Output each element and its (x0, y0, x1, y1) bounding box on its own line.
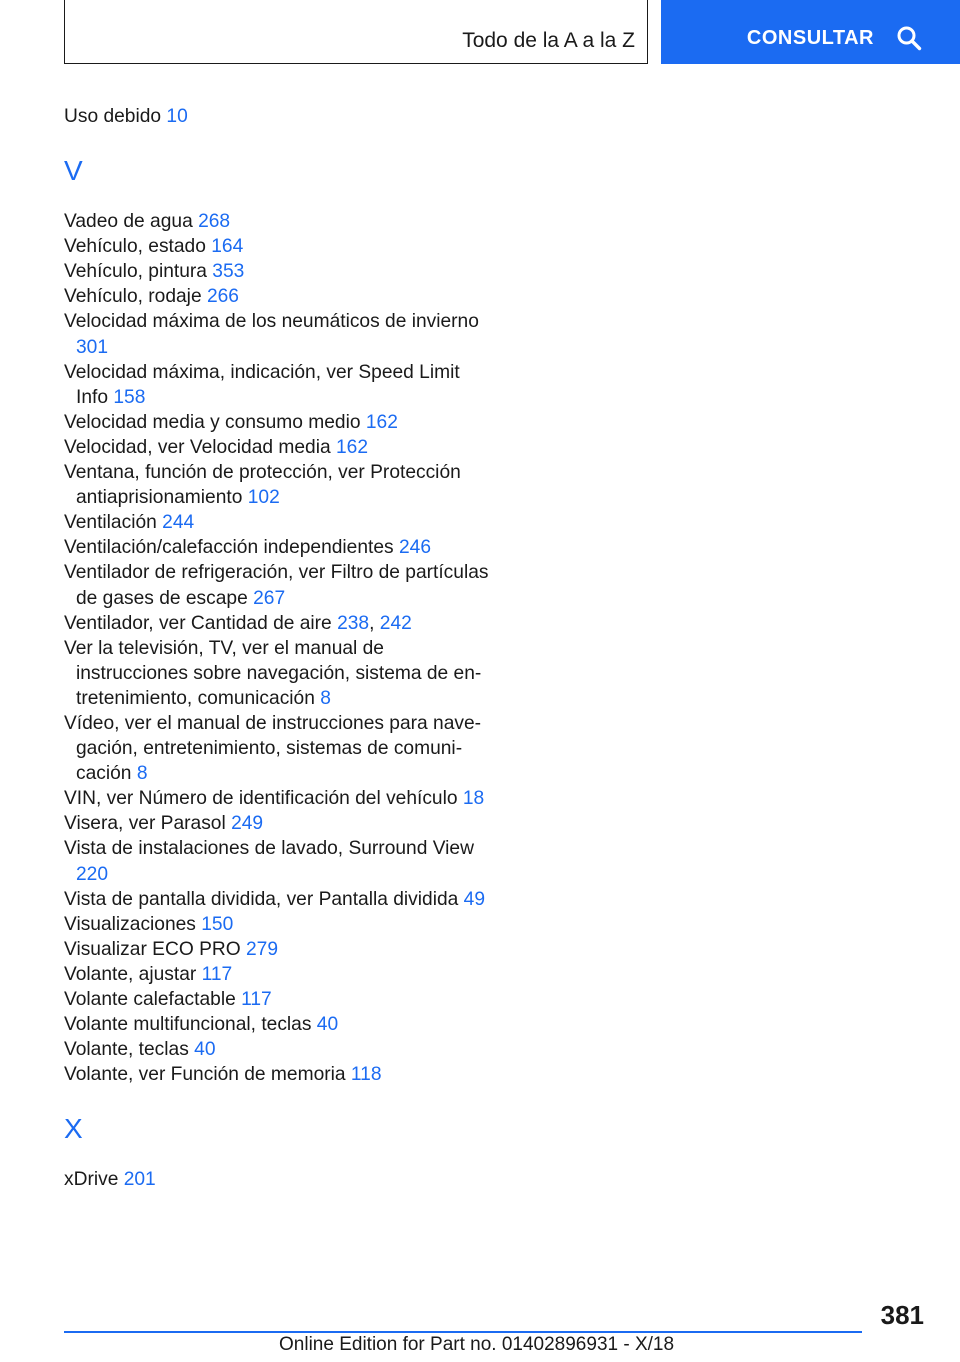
index-entry-text: Volante multifuncional, teclas (64, 1014, 312, 1036)
page-link[interactable]: 102 (247, 487, 280, 509)
index-entry-text: Velocidad media y consumo medio (64, 411, 361, 433)
index-entry (64, 560, 494, 610)
index-entry (64, 309, 494, 359)
index-entry (64, 510, 494, 535)
page-link[interactable]: 8 (136, 763, 148, 785)
index-entry-text: Volante calefactable (64, 989, 236, 1010)
index-entry-text: Uso debido (64, 106, 162, 127)
header-title: Todo de la A a la Z (462, 29, 635, 52)
index-entry-text: Vehículo, pintura (64, 261, 207, 283)
index-entry-text: Vídeo, ver el manual de instrucciones para navegación, entretenimiento, sistemas de comunicación (64, 712, 482, 785)
index-entry (64, 104, 494, 129)
index-entry (64, 1062, 494, 1087)
page-link[interactable]: 268 (198, 211, 231, 233)
index-entry (64, 836, 494, 886)
index-letter-heading: V (64, 155, 83, 187)
index-entry (64, 234, 494, 259)
page-link[interactable]: 249 (231, 813, 264, 835)
index-entry-text: Ventilación/calefacción independientes (64, 537, 394, 559)
page-link[interactable]: 150 (201, 913, 234, 935)
page-link[interactable]: 242 (379, 612, 412, 634)
page-link[interactable]: 246 (398, 537, 431, 559)
page-link[interactable]: 118 (350, 1064, 382, 1086)
page-link[interactable]: 164 (211, 236, 244, 258)
index-entry (64, 209, 494, 234)
index-entry (64, 410, 494, 435)
page-link[interactable]: 10 (166, 106, 188, 127)
index-entry-text: Visualizar ECO PRO (64, 938, 241, 960)
index-entry-text: Volante, ver Función de memoria (64, 1064, 346, 1086)
page-link[interactable]: 158 (113, 386, 146, 408)
page-separator: , (369, 612, 375, 634)
index-entry (64, 535, 494, 560)
index-entry (64, 611, 494, 636)
index-entry-text: Visera, ver Parasol (64, 813, 226, 835)
page-link[interactable]: 220 (76, 863, 109, 885)
index-entry-text: Ver la televisión, TV, ver el manual de instrucciones sobre navegación, sistema de entretenimiento, comunicación (64, 637, 482, 709)
page-link[interactable]: 301 (76, 336, 109, 358)
page-link[interactable]: 40 (316, 1014, 339, 1036)
page-link[interactable]: 201 (123, 1169, 156, 1191)
index-entry (64, 887, 494, 912)
page-link[interactable]: 244 (162, 512, 195, 534)
index-entry-text: Vehículo, estado (64, 236, 206, 258)
index-entry (64, 987, 494, 1012)
index-entry-text: Vista de instalaciones de lavado, Surround View (64, 838, 474, 860)
page-link[interactable]: 266 (206, 286, 239, 308)
index-entry (64, 786, 494, 811)
index-entry (64, 360, 494, 410)
page-link[interactable]: 117 (241, 989, 272, 1010)
index-entry (64, 811, 494, 836)
index-entry-text: Velocidad máxima, indicación, ver Speed Limit Info (64, 361, 460, 408)
page-link[interactable]: 49 (463, 888, 485, 910)
index-entry (64, 1012, 494, 1037)
page-link[interactable]: 162 (336, 436, 369, 458)
index-entry-text: Velocidad máxima de los neumáticos de invierno (64, 311, 479, 333)
index-entry-text: Velocidad, ver Velocidad media (64, 436, 331, 458)
index-entry (64, 711, 494, 786)
index-entry (64, 1167, 494, 1192)
page-link[interactable]: 8 (320, 687, 331, 709)
index-entry-text: Ventilador, ver Cantidad de aire (64, 612, 332, 634)
page-link[interactable]: 353 (212, 261, 245, 283)
index-content (64, 104, 494, 1192)
index-entry (64, 435, 494, 460)
index-entry-text: Ventana, función de protección, ver Protección antiaprisionamiento (64, 462, 461, 509)
page-link[interactable]: 18 (462, 788, 485, 810)
index-entry-text: Ventilador de refrigeración, ver Filtro de partículas de gases de escape (64, 562, 489, 609)
index-entry-text: Vista de pantalla dividida, ver Pantalla dividida (64, 888, 459, 910)
header-title-box (64, 0, 648, 64)
page-link[interactable]: 40 (194, 1039, 216, 1061)
index-entry (64, 912, 494, 937)
index-entry-text: Vadeo de agua (64, 211, 193, 233)
index-entry (64, 460, 494, 510)
footer-edition: Online Edition for Part no. 01402896931 - X/18 (279, 1334, 675, 1355)
index-entry (64, 962, 494, 987)
index-entry-text: Volante, teclas (64, 1039, 189, 1061)
index-entry (64, 259, 494, 284)
page-link[interactable]: 279 (246, 938, 279, 960)
page-link[interactable]: 162 (365, 411, 398, 433)
page-link[interactable]: 117 (201, 963, 233, 985)
index-entry (64, 636, 494, 711)
page-link[interactable]: 267 (253, 587, 286, 609)
index-entry (64, 284, 494, 309)
index-entry-text: VIN, ver Número de identificación del vehículo (64, 788, 458, 810)
index-entry (64, 1037, 494, 1062)
consult-button-label: CONSULTAR (746, 26, 874, 49)
index-letter-heading: X (64, 1113, 83, 1145)
index-entry-text: Ventilación (64, 512, 157, 534)
index-entry-text: Visualizaciones (64, 913, 196, 935)
page-link[interactable]: 238 (337, 612, 370, 634)
index-entry-text: Volante, ajustar (64, 963, 197, 985)
index-entry (64, 937, 494, 962)
consult-button[interactable] (661, 0, 960, 64)
index-entry-text: Vehículo, rodaje (64, 286, 202, 308)
search-icon (896, 25, 922, 51)
page-number: 381 (880, 1300, 924, 1330)
index-entry-text: xDrive (64, 1169, 119, 1191)
